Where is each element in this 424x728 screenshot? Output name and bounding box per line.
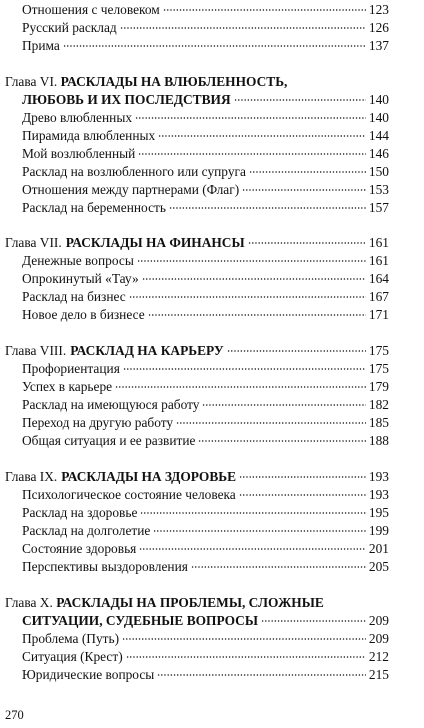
toc-entry-title: Ситуация (Крест)	[22, 649, 123, 664]
dot-leader	[191, 566, 366, 568]
chapter-page: 161	[368, 235, 389, 250]
toc-entry	[22, 182, 389, 198]
toc-entry	[22, 110, 389, 126]
toc-entry-title: Отношения с человеком	[22, 2, 160, 17]
chapter-heading-cont	[22, 92, 389, 108]
toc-entry	[22, 289, 389, 305]
toc-entry-page: 123	[368, 2, 389, 17]
dot-leader	[239, 494, 366, 496]
toc-entry-page: 157	[368, 200, 389, 215]
toc-entry	[22, 541, 389, 557]
dot-leader	[129, 296, 366, 298]
toc-entry	[22, 667, 389, 683]
toc-entry	[22, 649, 389, 665]
chapter-prefix: Глава VI.	[5, 74, 58, 89]
dot-leader	[153, 530, 366, 532]
toc-entry-title: Успех в карьере	[22, 379, 113, 394]
toc-entry	[22, 433, 389, 449]
toc-entry-page: 179	[368, 379, 389, 394]
toc-entry-title: Перспективы выздоровления	[22, 559, 188, 574]
toc-entry	[22, 128, 389, 144]
chapter-title: ЛЮБОВЬ И ИХ ПОСЛЕДСТВИЯ	[22, 92, 231, 107]
toc-entry	[22, 523, 389, 539]
dot-leader	[239, 476, 366, 478]
toc-entry-page: 209	[368, 631, 389, 646]
dot-leader	[122, 638, 366, 640]
dot-leader	[138, 153, 366, 155]
dot-leader	[157, 674, 366, 676]
chapter-heading	[5, 469, 389, 485]
toc-entry-title: Прима	[22, 38, 60, 53]
toc-entry	[22, 38, 389, 54]
chapter-prefix: Глава VII.	[5, 235, 62, 250]
toc-entry	[22, 253, 389, 269]
toc-entry-page: 201	[368, 541, 389, 556]
toc-entry-page: 161	[368, 253, 389, 268]
toc-entry	[22, 505, 389, 521]
chapter-title: РАСКЛАДЫ НА ПРОБЛЕМЫ, СЛОЖНЫЕ	[56, 595, 324, 610]
toc-entry	[22, 415, 389, 431]
chapter-title: СИТУАЦИИ, СУДЕБНЫЕ ВОПРОСЫ	[22, 613, 258, 628]
toc-entry-page: 205	[368, 559, 389, 574]
toc-entry	[22, 146, 389, 162]
toc-entry-page: 167	[368, 289, 389, 304]
dot-leader	[176, 422, 366, 424]
dot-leader	[169, 207, 366, 209]
toc-entry-page: 171	[368, 307, 389, 322]
toc-entry-page: 150	[368, 164, 389, 179]
dot-leader	[139, 548, 366, 550]
toc-entry-title: Юридические вопросы	[22, 667, 155, 682]
toc-entry-page: 137	[368, 38, 389, 53]
toc-entry	[22, 164, 389, 180]
toc-entry-page: 175	[368, 361, 389, 376]
chapter-heading	[5, 343, 389, 359]
toc-entry-page: 193	[368, 487, 389, 502]
chapter-page: 140	[368, 92, 389, 107]
toc-entry	[22, 307, 389, 323]
toc-entry-title: Отношения между партнерами (Флаг)	[22, 182, 240, 197]
chapter-heading	[5, 595, 324, 611]
dot-leader	[115, 386, 366, 388]
toc-entry	[22, 631, 389, 647]
toc-entry-title: Расклад на беременность	[22, 200, 166, 215]
toc-entry-page: 126	[368, 20, 389, 35]
toc-entry-page: 212	[368, 649, 389, 664]
toc-entry-title: Расклад на бизнес	[22, 289, 126, 304]
dot-leader	[261, 620, 366, 622]
toc-entry-title: Мой возлюбленный	[22, 146, 136, 161]
toc-entry-title: Психологическое состояние человека	[22, 487, 236, 502]
toc-entry-page: 146	[368, 146, 389, 161]
toc-entry-page: 140	[368, 110, 389, 125]
toc-entry-title: Древо влюбленных	[22, 110, 133, 125]
toc-entry-page: 185	[368, 415, 389, 430]
dot-leader	[135, 117, 366, 119]
toc-entry	[22, 559, 389, 575]
toc-entry	[22, 200, 389, 216]
toc-entry-title: Денежные вопросы	[22, 253, 134, 268]
chapter-title: РАСКЛАД НА КАРЬЕРУ	[70, 343, 224, 358]
toc-entry	[22, 361, 389, 377]
toc-entry	[22, 397, 389, 413]
toc-entry	[22, 20, 389, 36]
toc-entry-title: Опрокинутый «Тау»	[22, 271, 139, 286]
dot-leader	[227, 350, 366, 352]
toc-entry-page: 182	[368, 397, 389, 412]
chapter-title: РАСКЛАДЫ НА ФИНАНСЫ	[65, 235, 245, 250]
dot-leader	[248, 242, 366, 244]
chapter-heading	[5, 235, 389, 251]
toc-entry-title: Расклад на долголетие	[22, 523, 151, 538]
toc-entry-page: 195	[368, 505, 389, 520]
toc-entry	[22, 2, 389, 18]
dot-leader	[202, 404, 365, 406]
toc-entry-title: Русский расклад	[22, 20, 117, 35]
chapter-prefix: Глава X.	[5, 595, 53, 610]
toc-entry-page: 144	[368, 128, 389, 143]
toc-entry	[22, 487, 389, 503]
toc-entry	[22, 379, 389, 395]
dot-leader	[148, 314, 366, 316]
dot-leader	[142, 278, 366, 280]
toc-entry-title: Пирамида влюбленных	[22, 128, 156, 143]
dot-leader	[63, 45, 366, 47]
chapter-prefix: Глава IX.	[5, 469, 58, 484]
dot-leader	[163, 9, 366, 11]
chapter-page: 175	[368, 343, 389, 358]
dot-leader	[123, 368, 366, 370]
toc-entry-title: Расклад на здоровье	[22, 505, 138, 520]
page-number: 270	[5, 708, 24, 722]
toc-entry-page: 215	[368, 667, 389, 682]
toc-entry-title: Общая ситуация и ее развитие	[22, 433, 196, 448]
chapter-page: 209	[368, 613, 389, 628]
dot-leader	[234, 99, 366, 101]
toc-entry-title: Расклад на имеющуюся работу	[22, 397, 200, 412]
toc-entry-title: Профориентация	[22, 361, 120, 376]
chapter-title: РАСКЛАДЫ НА ВЛЮБЛЕННОСТЬ,	[60, 74, 288, 89]
toc-entry-title: Состояние здоровья	[22, 541, 137, 556]
chapter-heading-cont	[22, 613, 389, 629]
toc-entry-title: Новое дело в бизнесе	[22, 307, 145, 322]
dot-leader	[198, 440, 365, 442]
chapter-prefix: Глава VIII.	[5, 343, 67, 358]
dot-leader	[249, 171, 366, 173]
dot-leader	[140, 512, 366, 514]
toc-entry-page: 153	[368, 182, 389, 197]
dot-leader	[242, 189, 366, 191]
dot-leader	[126, 656, 366, 658]
chapter-title: РАСКЛАДЫ НА ЗДОРОВЬЕ	[61, 469, 237, 484]
toc-entry	[22, 271, 389, 287]
dot-leader	[137, 260, 366, 262]
dot-leader	[158, 135, 366, 137]
dot-leader	[120, 27, 366, 29]
chapter-heading	[5, 74, 287, 90]
toc-entry-title: Переход на другую работу	[22, 415, 174, 430]
toc-entry-page: 199	[368, 523, 389, 538]
toc-entry-page: 164	[368, 271, 389, 286]
toc-entry-title: Проблема (Путь)	[22, 631, 120, 646]
toc-entry-title: Расклад на возлюбленного или супруга	[22, 164, 246, 179]
toc-entry-page: 188	[368, 433, 389, 448]
chapter-page: 193	[368, 469, 389, 484]
